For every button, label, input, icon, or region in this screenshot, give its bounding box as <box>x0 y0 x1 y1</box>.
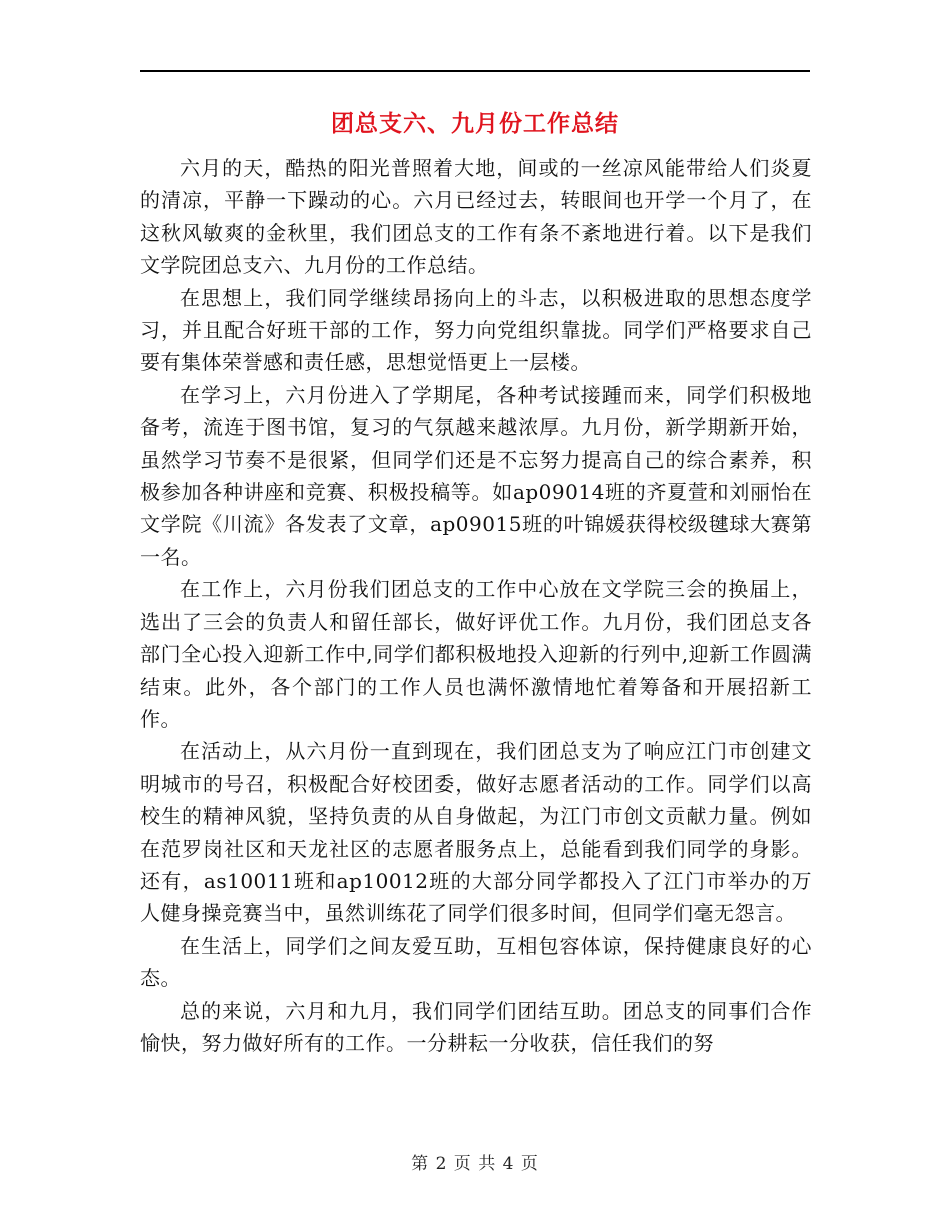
page-number-footer: 第 2 页 共 4 页 <box>411 1154 539 1174</box>
paragraph-intro: 六月的天，酷热的阳光普照着大地，间或的一丝凉风能带给人们炎夏的清凉，平静一下躁动的心。六月已经过去，转眼间也开学一个月了，在这秋风敏爽的金秋里，我们团总支的工作有条不紊地进行着。以下是我们文学院团总支六、九月份的工作总结。 <box>140 156 812 278</box>
paragraph-life: 在生活上，同学们之间友爱互助，互相包容体谅，保持健康良好的心态。 <box>140 933 812 991</box>
paragraph-work: 在工作上，六月份我们团总支的工作中心放在文学院三会的换届上，选出了三会的负责人和留任部长，做好评优工作。九月份，我们团总支各部门全心投入迎新工作中,同学们都积极地投入迎新的行列中,迎新工作圆满结束。此外，各个部门的工作人员也满怀激情地忙着筹备和开展招新工作。 <box>140 577 812 731</box>
paragraph-study: 在学习上，六月份进入了学期尾，各种考试接踵而来，同学们积极地备考，流连于图书馆，复习的气氛越来越浓厚。九月份，新学期新开始，虽然学习节奏不是很紧，但同学们还是不忘努力提高自己的综合素养，积极参加各种讲座和竞赛、积极投稿等。如ap09014班的齐夏萱和刘丽怡在文学院《川流》各发表了文章，ap09015班的叶锦媛获得校级毽球大赛第一名。 <box>140 382 812 569</box>
document-body <box>140 152 812 1059</box>
paragraph-thought: 在思想上，我们同学继续昂扬向上的斗志，以积极进取的思想态度学习，并且配合好班干部的工作，努力向党组织靠拢。同学们严格要求自己要有集体荣誉感和责任感，思想觉悟更上一层楼。 <box>140 285 812 375</box>
paragraph-activities: 在活动上，从六月份一直到现在，我们团总支为了响应江门市创建文明城市的号召，积极配合好校团委，做好志愿者活动的工作。同学们以高校生的精神风貌，坚持负责的从自身做起，为江门市创文贡献力量。例如在范罗岗社区和天龙社区的志愿者服务点上，总能看到我们同学的身影。还有，as10011班和ap10012班的大部分同学都投入了江门市举办的万人健身操竞赛当中，虽然训练花了同学们很多时间，但同学们毫无怨言。 <box>140 739 812 926</box>
header-rule <box>140 70 810 72</box>
document-title: 团总支六、九月份工作总结 <box>331 111 619 137</box>
paragraph-summary: 总的来说，六月和九月，我们同学们团结互助。团总支的同事们合作愉快，努力做好所有的工作。一分耕耘一分收获，信任我们的努 <box>140 998 812 1055</box>
